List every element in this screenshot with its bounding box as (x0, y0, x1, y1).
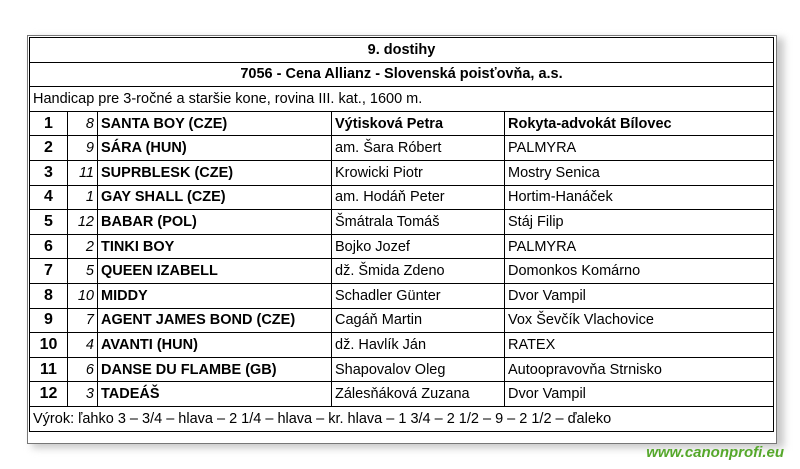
position-cell: 11 (30, 357, 68, 382)
jockey-cell: dž. Havlík Ján (332, 333, 505, 358)
position-cell: 4 (30, 185, 68, 210)
horse-name-cell: DANSE DU FLAMBE (GB) (98, 357, 332, 382)
owner-cell: RATEX (505, 333, 774, 358)
verdict-text: Výrok: ľahko 3 – 3/4 – hlava – 2 1/4 – hlava – kr. hlava – 1 3/4 – 2 1/2 – 9 – 2 1/2 – ďaleko (30, 406, 774, 431)
start-number-cell: 4 (68, 333, 98, 358)
owner-cell: Vox Ševčík Vlachovice (505, 308, 774, 333)
owner-cell: Rokyta-advokát Bílovec (505, 111, 774, 136)
horse-name-cell: TADEÁŠ (98, 382, 332, 407)
race-conditions-row (30, 87, 774, 112)
verdict-row (30, 406, 774, 431)
watermark: www.canonprofi.eu (646, 444, 784, 461)
owner-cell: Hortim-Hanáček (505, 185, 774, 210)
jockey-cell: am. Hodáň Peter (332, 185, 505, 210)
owner-cell: Dvor Vampil (505, 283, 774, 308)
jockey-cell: Výtisková Petra (332, 111, 505, 136)
horse-name-cell: AVANTI (HUN) (98, 333, 332, 358)
race-results-table (29, 37, 774, 432)
race-conditions: Handicap pre 3-ročné a staršie kone, rovina III. kat., 1600 m. (30, 87, 774, 112)
jockey-cell: Cagáň Martin (332, 308, 505, 333)
owner-cell: Domonkos Komárno (505, 259, 774, 284)
horse-name-cell: TINKI BOY (98, 234, 332, 259)
horse-name-cell: MIDDY (98, 283, 332, 308)
position-cell: 6 (30, 234, 68, 259)
owner-cell: Stáj Filip (505, 210, 774, 235)
start-number-cell: 3 (68, 382, 98, 407)
horse-name-cell: SÁRA (HUN) (98, 136, 332, 161)
jockey-cell: dž. Šmida Zdeno (332, 259, 505, 284)
position-cell: 1 (30, 111, 68, 136)
position-cell: 3 (30, 160, 68, 185)
table-row (30, 111, 774, 136)
horse-name-cell: SUPRBLESK (CZE) (98, 160, 332, 185)
position-cell: 8 (30, 283, 68, 308)
start-number-cell: 12 (68, 210, 98, 235)
jockey-cell: Krowicki Piotr (332, 160, 505, 185)
owner-cell: PALMYRA (505, 234, 774, 259)
position-cell: 2 (30, 136, 68, 161)
race-title: 9. dostihy (30, 38, 774, 63)
position-cell: 9 (30, 308, 68, 333)
race-name: 7056 - Cena Allianz - Slovenská poisťovňa, a.s. (30, 62, 774, 87)
horse-name-cell: GAY SHALL (CZE) (98, 185, 332, 210)
position-cell: 10 (30, 333, 68, 358)
table-row (30, 136, 774, 161)
table-row (30, 333, 774, 358)
table-row (30, 308, 774, 333)
start-number-cell: 5 (68, 259, 98, 284)
race-name-row (30, 62, 774, 87)
owner-cell: PALMYRA (505, 136, 774, 161)
owner-cell: Autoopravovňa Strnisko (505, 357, 774, 382)
table-row (30, 382, 774, 407)
table-row (30, 357, 774, 382)
start-number-cell: 6 (68, 357, 98, 382)
start-number-cell: 10 (68, 283, 98, 308)
table-row (30, 234, 774, 259)
jockey-cell: am. Šara Róbert (332, 136, 505, 161)
start-number-cell: 2 (68, 234, 98, 259)
jockey-cell: Schadler Günter (332, 283, 505, 308)
start-number-cell: 7 (68, 308, 98, 333)
table-row (30, 259, 774, 284)
jockey-cell: Shapovalov Oleg (332, 357, 505, 382)
horse-name-cell: AGENT JAMES BOND (CZE) (98, 308, 332, 333)
owner-cell: Dvor Vampil (505, 382, 774, 407)
start-number-cell: 1 (68, 185, 98, 210)
start-number-cell: 8 (68, 111, 98, 136)
jockey-cell: Šmátrala Tomáš (332, 210, 505, 235)
jockey-cell: Bojko Jozef (332, 234, 505, 259)
horse-name-cell: SANTA BOY (CZE) (98, 111, 332, 136)
horse-name-cell: BABAR (POL) (98, 210, 332, 235)
table-row (30, 185, 774, 210)
table-row (30, 283, 774, 308)
jockey-cell: Zálesňáková Zuzana (332, 382, 505, 407)
race-title-row (30, 38, 774, 63)
owner-cell: Mostry Senica (505, 160, 774, 185)
start-number-cell: 11 (68, 160, 98, 185)
start-number-cell: 9 (68, 136, 98, 161)
position-cell: 7 (30, 259, 68, 284)
position-cell: 5 (30, 210, 68, 235)
table-row (30, 160, 774, 185)
table-row (30, 210, 774, 235)
position-cell: 12 (30, 382, 68, 407)
horse-name-cell: QUEEN IZABELL (98, 259, 332, 284)
